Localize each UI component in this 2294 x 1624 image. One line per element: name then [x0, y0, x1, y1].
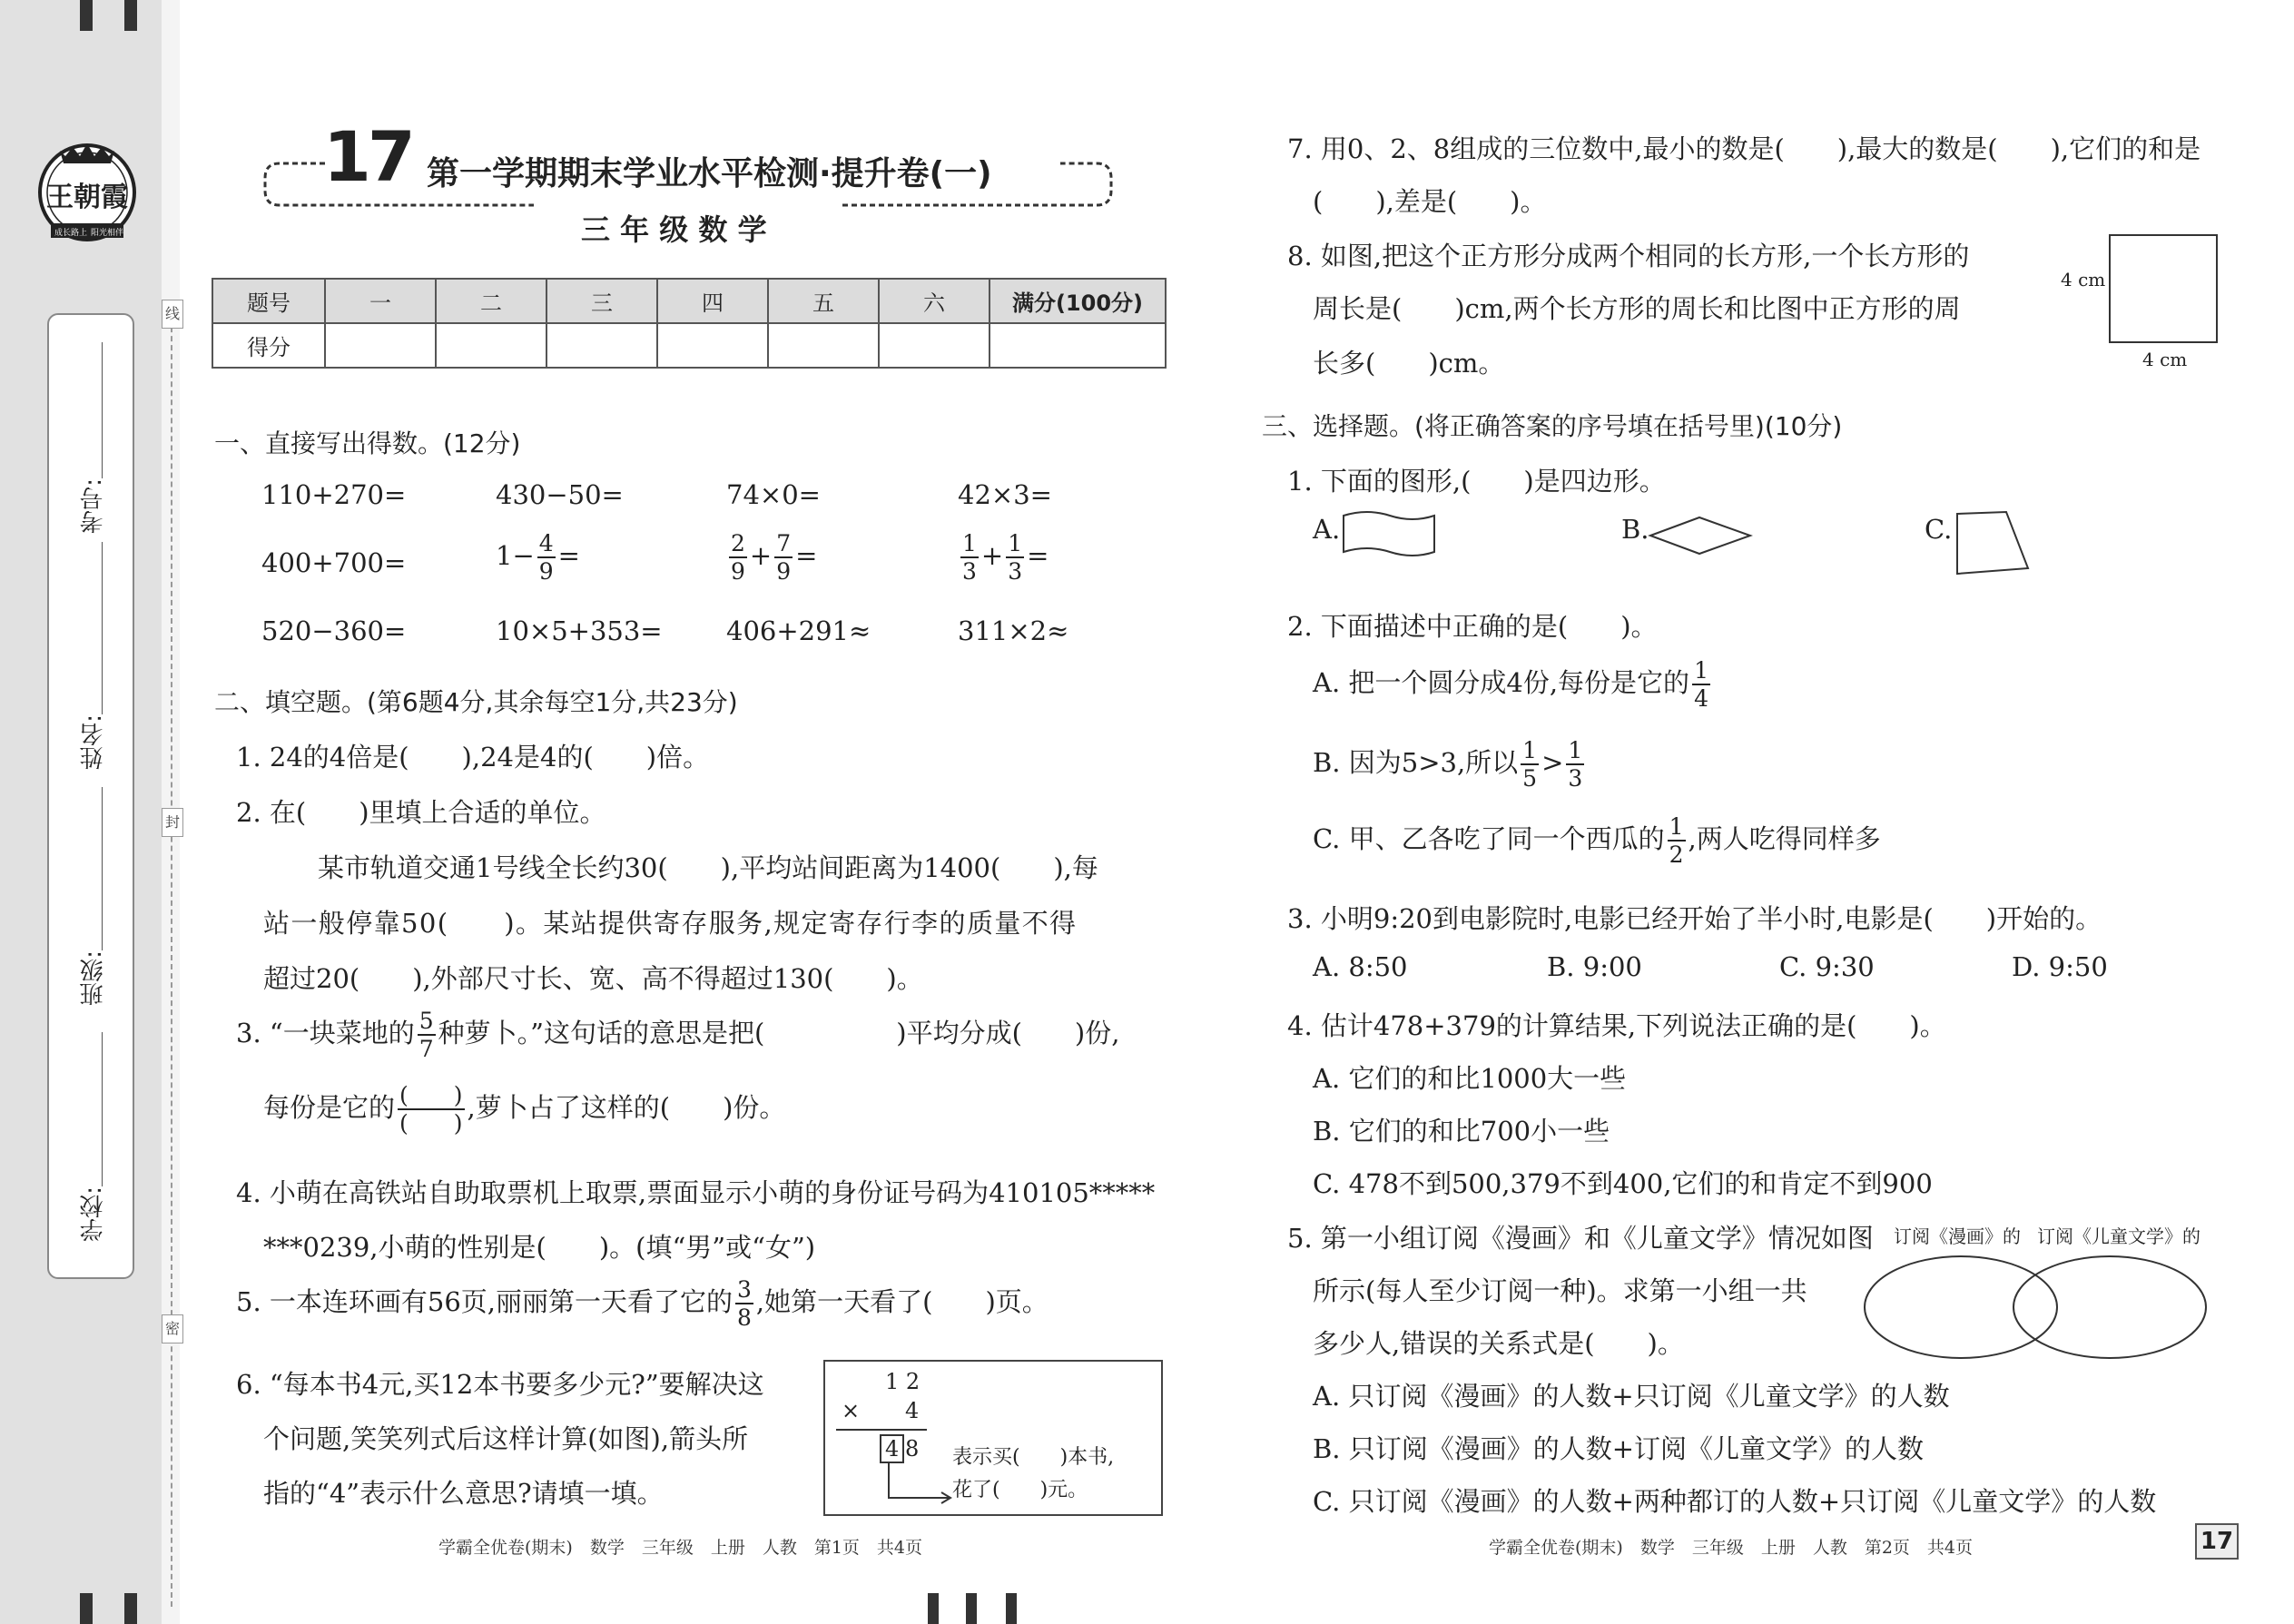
score-cell[interactable] — [879, 323, 989, 368]
cut-char-mi: 密 — [162, 1314, 183, 1343]
logo-motto-right: 阳光相伴 — [91, 229, 124, 238]
fig-boxed-digit: 4 — [880, 1434, 904, 1463]
score-header: 二 — [436, 279, 546, 323]
frac-den: 9 — [776, 558, 792, 585]
fig-mult-sign: × — [842, 1398, 861, 1423]
calc-text: 1− — [496, 540, 535, 571]
paper-title: 第一学期期末学业水平检测·提升卷(一) — [427, 155, 992, 192]
s3-q3-opt-d[interactable]: D. 9:50 — [2012, 951, 2108, 982]
frac-blank-num[interactable]: ( ) — [399, 1082, 463, 1108]
score-cell[interactable] — [325, 323, 436, 368]
q8-bottom-label: 4 cm — [2142, 349, 2188, 370]
field-class[interactable] — [102, 787, 103, 950]
calc-item: 110+270= — [261, 479, 407, 510]
calc-item: 311×2≈ — [958, 615, 1069, 646]
s3-q3-opt-a[interactable]: A. 8:50 — [1313, 951, 1408, 982]
frac-num: 1 — [1568, 737, 1583, 763]
s3-q5-line1: 5. 第一小组订阅《漫画》和《儿童文学》情况如图 — [1287, 1223, 1874, 1254]
score-header: 满分(100分) — [989, 279, 1166, 323]
score-header: 三 — [546, 279, 657, 323]
frac-num: 4 — [538, 530, 554, 556]
frac-den: 7 — [418, 1036, 434, 1062]
calc-item: 10×5+353= — [496, 615, 663, 646]
section1-title: 一、直接写出得数。(12分) — [214, 428, 521, 458]
score-cell[interactable] — [989, 323, 1166, 368]
fig-top-number: 1 2 — [885, 1369, 921, 1394]
registration-mark — [1006, 1593, 1017, 1624]
wavy-shape-icon — [1340, 508, 1440, 563]
frac-den: 5 — [1522, 765, 1538, 792]
s2-q3-line2 — [263, 1084, 785, 1135]
s3-q1: 1. 下面的图形,( )是四边形。 — [1287, 466, 1666, 497]
q8-square — [2109, 234, 2218, 343]
frac-den: 9 — [538, 558, 554, 585]
calc-text: = — [557, 540, 580, 571]
score-cell[interactable] — [546, 323, 657, 368]
s2-q8-line2: 周长是( )cm,两个长方形的周长和比图中正方形的周 — [1313, 293, 1961, 324]
registration-mark — [124, 1593, 137, 1624]
q-text: ,萝卜占了这样的( )份。 — [467, 1092, 786, 1123]
s3-q3-opt-c[interactable]: C. 9:30 — [1779, 951, 1875, 982]
s2-q7-line1: 7. 用0、2、8组成的三位数中,最小的数是( ),最大的数是( ),它们的和是 — [1287, 133, 2201, 164]
score-cell[interactable] — [657, 323, 768, 368]
s3-q5-line3: 多少人,错误的关系式是( )。 — [1313, 1328, 1684, 1359]
s3-q2-opt-b[interactable] — [1313, 739, 1587, 790]
calc-item: 42×3= — [958, 479, 1052, 510]
frac-den: 3 — [1008, 558, 1023, 585]
s3-q1-opt-b[interactable]: B. — [1621, 514, 1649, 545]
s3-q4: 4. 估计478+379的计算结果,下列说法正确的是( )。 — [1287, 1010, 1946, 1041]
section3-title: 三、选择题。(将正确答案的序号填在括号里)(10分) — [1262, 411, 1843, 441]
s3-q3-opt-b[interactable]: B. 9:00 — [1547, 951, 1642, 982]
calc-item: 74×0= — [726, 479, 821, 510]
calc-text: + — [749, 540, 773, 571]
s2-q5 — [236, 1278, 1049, 1329]
s2-q2-line2: 站一般停靠50( )。某站提供寄存服务,规定寄存行李的质量不得 — [263, 908, 1078, 939]
calc-item: 406+291≈ — [726, 615, 871, 646]
calc-text: + — [980, 540, 1004, 571]
s2-q8-line1: 8. 如图,把这个正方形分成两个相同的长方形,一个长方形的 — [1287, 241, 1970, 271]
q-text: ,她第一天看了( )页。 — [755, 1286, 1049, 1317]
frac-den: 8 — [737, 1304, 752, 1331]
calc-item: 400+700= — [261, 547, 407, 578]
q-text: A. 把一个圆分成4份,每份是它的 — [1313, 667, 1690, 698]
s3-q1-opt-a[interactable]: A. — [1313, 514, 1341, 545]
q8-side-label: 4 cm — [2061, 269, 2106, 290]
s3-q5-line2: 所示(每人至少订阅一种)。求第一小组一共 — [1313, 1275, 1807, 1306]
s3-q4-opt-c[interactable]: C. 478不到500,379不到400,它们的和肯定不到900 — [1313, 1168, 1933, 1199]
registration-mark — [124, 0, 137, 31]
frac-num: 1 — [962, 530, 977, 556]
footer-right: 学霸全优卷(期末) 数学 三年级 上册 人教 第2页 共4页 — [1489, 1538, 1974, 1558]
s3-q5-opt-b[interactable]: B. 只订阅《漫画》的人数+订阅《儿童文学》的人数 — [1313, 1433, 1925, 1464]
s3-q5-opt-c[interactable]: C. 只订阅《漫画》的人数+两种都订的人数+只订阅《儿童文学》的人数 — [1313, 1486, 2157, 1517]
s3-q2: 2. 下面描述中正确的是( )。 — [1287, 611, 1658, 642]
frac-num: 2 — [731, 530, 745, 556]
s3-q3: 3. 小明9:20到电影院时,电影已经开始了半小时,电影是( )开始的。 — [1287, 903, 2102, 934]
calc-text: = — [795, 540, 818, 571]
q-text: 3. “一块菜地的 — [236, 1018, 415, 1048]
s2-q3-line1 — [236, 1009, 1119, 1060]
score-header: 五 — [768, 279, 879, 323]
score-cell[interactable] — [436, 323, 546, 368]
s2-q1: 1. 24的4倍是( ),24是4的( )倍。 — [236, 742, 710, 773]
fig-plain-digit: 8 — [905, 1436, 920, 1462]
label-class: 班级: — [80, 950, 107, 1006]
calc-item: 520−360= — [261, 615, 407, 646]
score-row-label: 得分 — [212, 323, 325, 368]
footer-left: 学霸全优卷(期末) 数学 三年级 上册 人教 第1页 共4页 — [438, 1538, 923, 1558]
section2-title: 二、填空题。(第6题4分,其余每空1分,共23分) — [214, 687, 738, 717]
s2-q4-line2: ***0239,小萌的性别是( )。(填“男”或“女”) — [263, 1232, 816, 1263]
s2-q4-line1: 4. 小萌在高铁站自助取票机上取票,票面显示小萌的身份证号码为410105***** — [236, 1177, 1156, 1208]
frac-num: 1 — [1008, 530, 1023, 556]
registration-mark — [80, 0, 93, 31]
label-name: 姓名: — [80, 714, 107, 770]
calc-item-fraction — [958, 532, 1049, 583]
registration-mark — [966, 1593, 977, 1624]
frac-den: 2 — [1669, 842, 1684, 868]
frac-den: 3 — [962, 558, 977, 585]
registration-mark — [80, 1593, 93, 1624]
paper-number: 17 — [323, 116, 412, 197]
calc-item-fraction — [726, 532, 817, 583]
score-header: 题号 — [212, 279, 325, 323]
q-text: C. 甲、乙各吃了同一个西瓜的 — [1313, 823, 1665, 854]
venn-label-left: 订阅《漫画》的 — [1894, 1225, 2021, 1247]
calc-item-fraction — [496, 532, 580, 583]
s3-q2-opt-a[interactable] — [1313, 659, 1713, 710]
frac-num: 7 — [776, 530, 792, 556]
frac-num: 1 — [1694, 657, 1708, 684]
field-name[interactable] — [102, 542, 103, 714]
fig-rule — [836, 1429, 927, 1431]
q-text: 每份是它的 — [263, 1092, 396, 1123]
q-text: 5. 一本连环画有56页,丽丽第一天看了它的 — [236, 1286, 733, 1317]
venn-label-right: 订阅《儿童文学》的 — [2037, 1225, 2200, 1247]
s2-q7-line2: ( ),差是( )。 — [1313, 186, 1547, 217]
rhombus-shape-icon — [1647, 514, 1756, 559]
registration-mark — [928, 1593, 939, 1624]
label-exam-no: 考号: — [80, 478, 107, 534]
frac-num: 3 — [737, 1276, 752, 1303]
paper-subtitle: 三 年 级 数 学 — [581, 212, 767, 247]
field-exam-no[interactable] — [102, 342, 103, 478]
s2-q6-line3: 指的“4”表示什么意思?请填一填。 — [263, 1478, 664, 1509]
frac-den: 4 — [1694, 685, 1708, 712]
cut-char-feng: 封 — [162, 808, 183, 837]
trapezoid-shape-icon — [1950, 508, 2032, 581]
s3-q5-opt-a[interactable]: A. 只订阅《漫画》的人数+只订阅《儿童文学》的人数 — [1313, 1381, 1950, 1412]
venn-diagram-icon — [1857, 1249, 2220, 1376]
cut-line — [171, 300, 172, 1607]
frac-num: 5 — [418, 1008, 434, 1034]
field-school[interactable] — [102, 1032, 103, 1186]
calc-item: 430−50= — [496, 479, 624, 510]
q-text: 种萝卜。”这句话的意思是把( )平均分成( )份, — [438, 1018, 1120, 1048]
s3-q1-opt-c[interactable]: C. — [1925, 514, 1953, 545]
label-school: 学校: — [80, 1186, 107, 1242]
logo — [33, 136, 142, 245]
s2-q8-line3: 长多( )cm。 — [1313, 348, 1505, 379]
student-info-panel — [47, 313, 134, 1279]
cut-char-xian: 线 — [162, 300, 183, 329]
logo-text: 王朝霞 — [46, 182, 128, 213]
frac-blank-den[interactable]: ( ) — [399, 1110, 463, 1137]
s3-q4-opt-a[interactable]: A. 它们的和比1000大一些 — [1313, 1063, 1627, 1094]
s3-q4-opt-b[interactable]: B. 它们的和比700小一些 — [1313, 1116, 1610, 1147]
page-badge: 17 — [2195, 1523, 2239, 1560]
q-text: B. 因为5>3,所以 — [1313, 747, 1519, 778]
fig-note-line2: 花了( )元。 — [952, 1479, 1088, 1501]
q-text: ,两人吃得同样多 — [1688, 823, 1881, 854]
q6-figure — [823, 1360, 1163, 1516]
s2-q2: 2. 在( )里填上合适的单位。 — [236, 797, 606, 828]
fig-bottom-number: 4 — [905, 1398, 920, 1423]
s2-q2-line1: 某市轨道交通1号线全长约30( ),平均站间距离为1400( ),每 — [318, 852, 1098, 883]
calc-text: = — [1027, 540, 1049, 571]
score-cell[interactable] — [768, 323, 879, 368]
s3-q2-opt-c[interactable] — [1313, 815, 1881, 866]
logo-motto-left: 成长路上 — [54, 229, 88, 238]
score-header: 一 — [325, 279, 436, 323]
score-header: 四 — [657, 279, 768, 323]
s2-q6-line1: 6. “每本书4元,买12本书要多少元?”要解决这 — [236, 1369, 764, 1400]
score-table — [212, 278, 1167, 369]
score-header: 六 — [879, 279, 989, 323]
q-text: > — [1541, 747, 1564, 778]
frac-den: 3 — [1568, 765, 1583, 792]
frac-num: 1 — [1669, 813, 1684, 840]
frac-num: 1 — [1522, 737, 1538, 763]
s2-q6-line2: 个问题,笑笑列式后这样计算(如图),箭头所 — [263, 1423, 749, 1454]
s2-q2-line3: 超过20( ),外部尺寸长、宽、高不得超过130( )。 — [263, 963, 923, 994]
frac-den: 9 — [731, 558, 745, 585]
fig-note-line1: 表示买( )本书, — [952, 1446, 1115, 1469]
